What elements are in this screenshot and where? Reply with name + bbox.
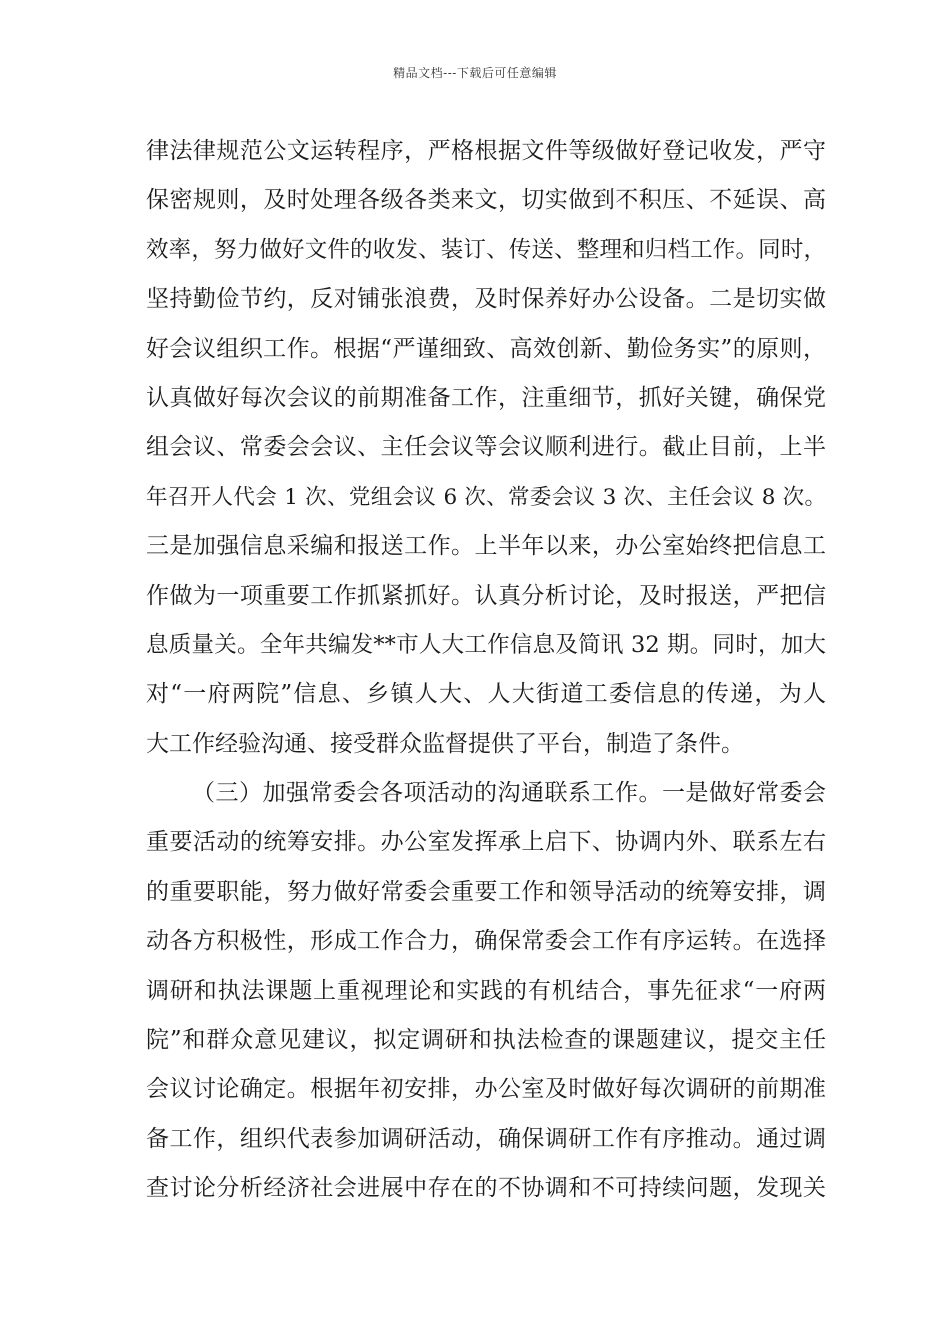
- text-line: 三是加强信息采编和报送工作。上半年以来，办公室始终把信息工: [146, 533, 826, 560]
- page-header: 精品文档---下载后可任意编辑: [393, 66, 557, 80]
- text-line: 备工作，组织代表参加调研活动，确保调研工作有序推动。通过调: [146, 1125, 826, 1152]
- text-line: 年召开人代会 1 次、党组会议 6 次、常委会议 3 次、主任会议 8 次。: [146, 484, 826, 510]
- text-line: 的重要职能，努力做好常委会重要工作和领导活动的统筹安排，调: [146, 878, 826, 905]
- text-line: 对“一府两院”信息、乡镇人大、人大街道工委信息的传递，为人: [146, 681, 826, 708]
- text-line: 作做为一项重要工作抓紧抓好。认真分析讨论，及时报送，严把信: [146, 582, 826, 609]
- document-body: [146, 127, 826, 1214]
- paragraph-1: [146, 127, 826, 769]
- text-line: 好会议组织工作。根据“严谨细致、高效创新、勤俭务实”的原则，: [146, 335, 826, 362]
- text-line: 大工作经验沟通、接受群众监督提供了平台，制造了条件。: [146, 730, 744, 757]
- text-line: 动各方积极性，形成工作合力，确保常委会工作有序运转。在选择: [146, 928, 826, 955]
- text-line: 重要活动的统筹安排。办公室发挥承上启下、协调内外、联系左右: [146, 829, 826, 856]
- paragraph-2: [146, 769, 826, 1214]
- text-line: 律法律规范公文运转程序，严格根据文件等级做好登记收发，严守: [146, 138, 826, 164]
- text-line: 息质量关。全年共编发**市人大工作信息及简讯 32 期。同时，加大: [146, 631, 826, 658]
- text-line: 查讨论分析经济社会进展中存在的不协调和不可持续问题，发现关: [146, 1175, 826, 1202]
- text-line: 组会议、常委会会议、主任会议等会议顺利进行。截止目前，上半: [146, 434, 826, 461]
- text-line: 保密规则，及时处理各级各类来文，切实做到不积压、不延误、高: [146, 187, 826, 214]
- text-line: 坚持勤俭节约，反对铺张浪费，及时保养好办公设备。二是切实做: [146, 286, 826, 313]
- text-line: 效率，努力做好文件的收发、装订、传送、整理和归档工作。同时，: [146, 236, 826, 263]
- text-line: 院”和群众意见建议，拟定调研和执法检查的课题建议，提交主任: [146, 1027, 826, 1054]
- text-line: （三）加强常委会各项活动的沟通联系工作。一是做好常委会: [192, 780, 826, 807]
- text-line: 会议讨论确定。根据年初安排，办公室及时做好每次调研的前期准: [146, 1076, 826, 1103]
- text-line: 认真做好每次会议的前期准备工作，注重细节，抓好关键，确保党: [146, 384, 826, 411]
- text-line: 调研和执法课题上重视理论和实践的有机结合，事先征求“一府两: [146, 977, 826, 1004]
